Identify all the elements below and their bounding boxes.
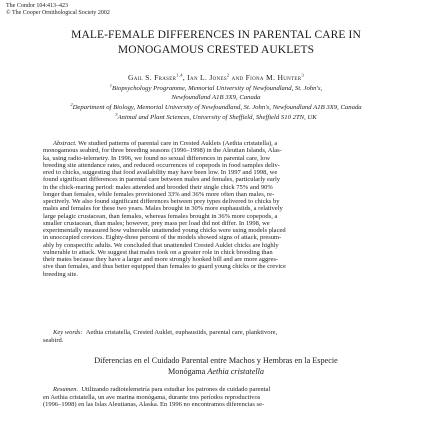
affiliation-2 — [0, 103, 432, 112]
keywords-text: Aethia cristatella, Crested Auklet, euphausiids, parental care, planktivore, — [85, 329, 278, 336]
affiliation-1-marker: 1 — [109, 82, 113, 88]
title-line-1: MALE-FEMALE DIFFERENCES IN PARENTAL CARE IN — [71, 29, 361, 41]
author-1-affiliation-marker: 1,4 — [176, 72, 183, 78]
affiliation-1-continued: Newfoundland A1B 3X9, Canada — [171, 94, 261, 101]
resumen-line-text: Utilizando radiotelemetría para estudiar los patrones de cuidado parental — [81, 386, 271, 393]
affiliation-3 — [0, 113, 432, 122]
abstract-line: found significant differences in parental care between males and females, particularly early — [43, 176, 281, 184]
author-3: Fiona M. Hunter — [245, 73, 302, 82]
abstract-line: experimentally measured how vulnerable unattended young chicks were using models placed — [43, 227, 286, 234]
abstract-line — [43, 140, 393, 147]
copyright-line: © The Cooper Ornithological Society 2002 — [6, 10, 110, 16]
affiliation-1-text: Biopsychology Programme, Memorial University of Newfoundland, St. John's, — [112, 85, 323, 92]
abstract-line: breeding site attendance rates, and reduced occurrences of copepods in food samples deliv- — [43, 161, 280, 169]
resumen-line: en Aethia cristatella, un ave marina monógama, durante tres períodos reproductivos — [43, 393, 261, 401]
abstract-line: in unoccupied crevices. Eighty-three percent of the models showed signs of attack, presum- — [43, 234, 282, 242]
author-separator: , — [182, 73, 188, 82]
abstract-line: ka, using radio-telemetry. In 1996, we found no sexual differences in parental care, low — [43, 154, 271, 162]
affiliation-1 — [0, 84, 432, 93]
keywords-line: seabird. — [43, 336, 64, 344]
abstract-line: sive than females, and thus better equipped than females to guard young chicks or the crevice — [43, 263, 286, 271]
resumen-label: Resumen. — [53, 386, 79, 393]
author-separator: and — [229, 73, 246, 82]
spanish-title-species: Aethia cristatella — [207, 366, 264, 376]
affiliation-2-text: Department of Biology, Memorial University of Newfoundland, St. John's, Newfoundland A1B 3X9, Canada — [72, 104, 362, 111]
abstract-line: vulnerable to attack. We suggest that males took on a greater role in chick brooding than — [43, 248, 273, 256]
abstract — [43, 140, 393, 278]
keywords-line — [43, 329, 393, 337]
running-head — [6, 3, 110, 17]
journal-citation: The Condor 104:413–423 — [6, 3, 68, 9]
abstract-line: longer than females, while females provisioned 33% and 36% more often than males, re- — [43, 190, 275, 198]
abstract-line: their mates because they have a larger and more strongly hooked bill and are more aggres- — [43, 256, 279, 263]
author-2-affiliation-marker: 2 — [226, 72, 230, 78]
abstract-line: spectively. We also found significant differences between prey types delivered to chicks by — [43, 198, 280, 205]
abstract-line: large pelagic crustacean, than females, whereas females brought in 36% more copepods, a — [43, 212, 278, 220]
abstract-line: breeding site. — [43, 270, 79, 278]
paper-title — [0, 28, 432, 58]
spanish-title-line-2 — [0, 367, 432, 378]
spanish-title-line-1: Diferencias en el Cuidado Parental entre Machos y Hembras en la Especie — [94, 356, 338, 365]
abstract-line: monogamous seabird, for three breeding seasons (1996–1998) in the Aleutian Islands, Alas- — [43, 147, 282, 155]
resumen-line — [43, 386, 393, 394]
affiliation-3-marker: 3 — [115, 111, 118, 117]
title-line-2: MONOGAMOUS CRESTED AUKLETS — [117, 44, 315, 56]
abstract-line: in the chick-rearing period: males attended and brooded their single chick 75% and 90% — [43, 183, 273, 191]
author-list — [0, 73, 432, 83]
resumen-line: (1996–1998) en las Islas Aleutianas, Alaska. En 1996 no encontramos diferencias se- — [43, 401, 265, 409]
abstract-line-text: We studied patterns of parental care in Crested Auklets (Aethia cristatella), a — [78, 140, 278, 147]
author-1: Gail S. Fraser — [127, 73, 177, 82]
keywords-label: Key words: — [53, 329, 83, 336]
author-2: Ian L. Jones — [187, 73, 227, 82]
abstract-label: Abstract. — [53, 140, 77, 147]
abstract-line: ably by conspecific adults. We concluded that unattended Crested Auklet chicks are highly — [43, 241, 279, 249]
abstract-line: ered to chicks, suggesting that food availability may have been low. In 1997 and 1998, we — [43, 169, 278, 176]
keywords — [43, 329, 393, 344]
affiliation-3-text: Animal and Plant Sciences, University of Sheffield, Sheffield S10 2TN, UK — [117, 114, 317, 121]
abstract-line: males and females for these two years. Males brought in 30% more euphausiids, a relatively — [43, 205, 283, 213]
abstract-line: smaller crustacean, than males; however, prey mass per load did not differ. In 1998, we — [43, 219, 270, 227]
spanish-title-text: Monógama — [168, 366, 208, 376]
author-3-affiliation-marker: 3 — [301, 72, 304, 78]
affiliation-2-marker: 2 — [70, 101, 73, 107]
resumen — [43, 386, 393, 409]
spanish-title — [0, 356, 432, 377]
